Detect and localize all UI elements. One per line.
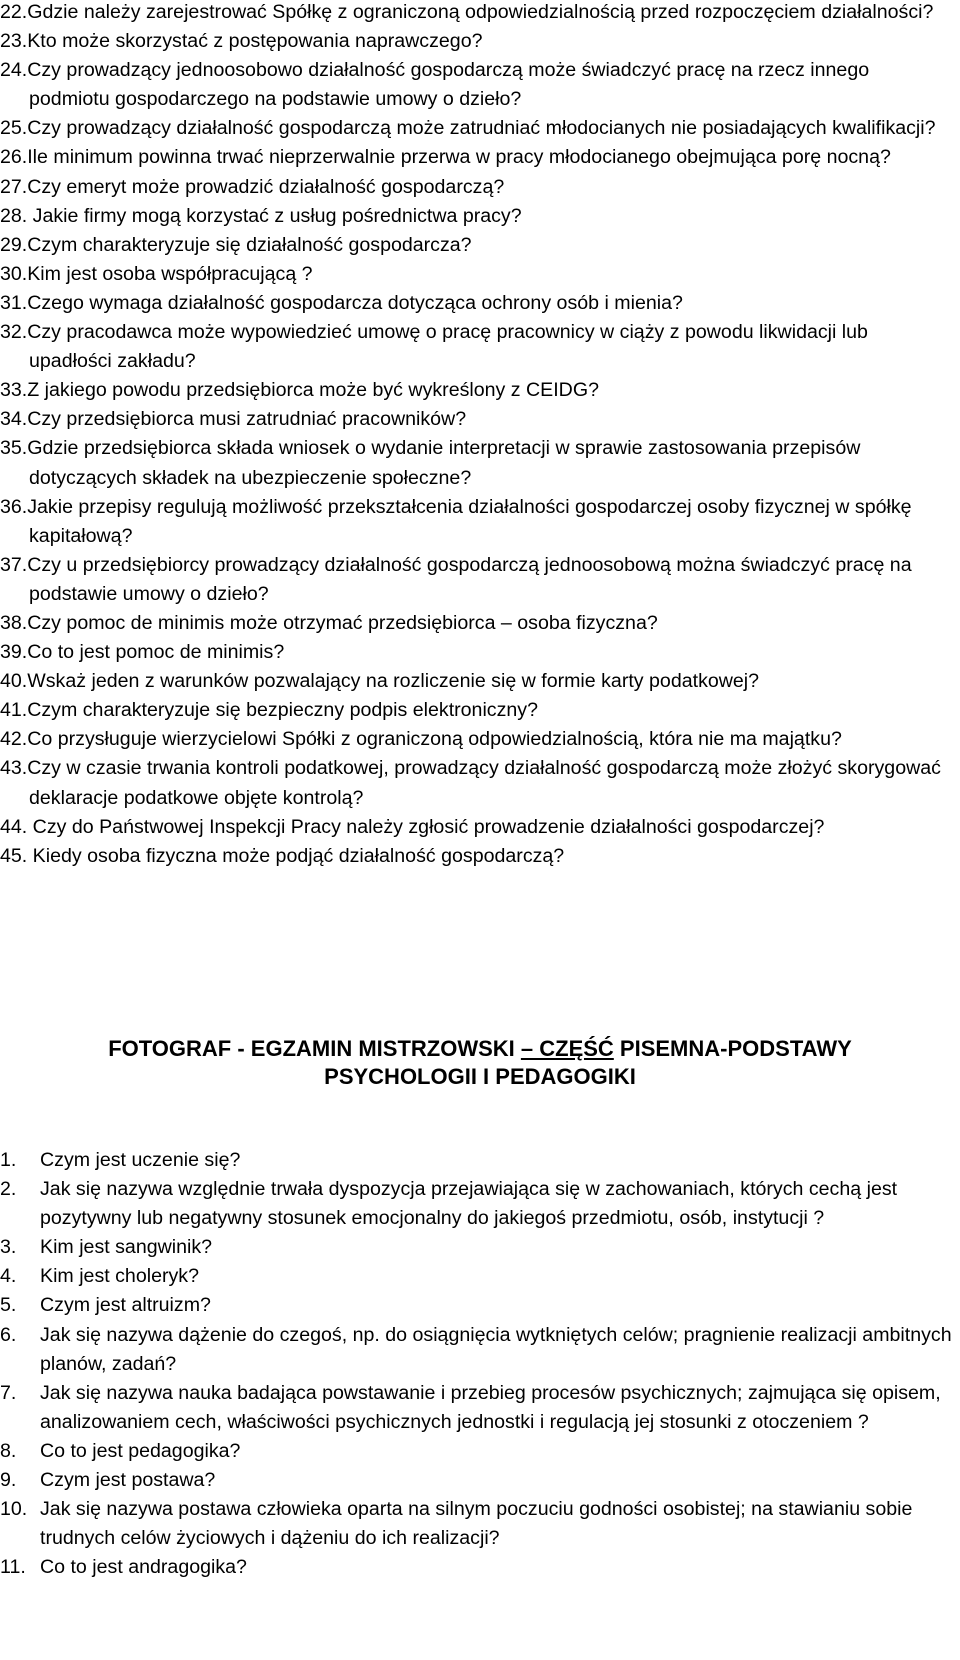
item-number: 9.	[0, 1469, 17, 1492]
item-number: 2.	[0, 1178, 17, 1201]
item-number: 8.	[0, 1439, 17, 1462]
item-number: 5.	[0, 1294, 17, 1317]
list-item	[0, 1233, 955, 1262]
list-item	[0, 1379, 955, 1437]
item-number: 10.	[0, 1498, 28, 1521]
list-item: 27.Czy emeryt może prowadzić działalność gospodarczą?	[0, 175, 505, 198]
item-number: 1.	[0, 1149, 17, 1171]
list-item: 32.Czy pracodawca może wypowiedzieć umowę o pracę pracownicy w ciąży z powodu likwidacji lub upadłości zakładu?	[0, 321, 868, 373]
list-item	[0, 1495, 955, 1553]
list-item	[0, 1321, 955, 1379]
list-item: 38.Czy pomoc de minimis może otrzymać przedsiębiorca – osoba fizyczna?	[0, 611, 658, 634]
list-item: 34.Czy przedsiębiorca musi zatrudniać pracowników?	[0, 408, 467, 431]
list-item: 24.Czy prowadzący jednoosobowo działalność gospodarczą może świadczyć pracę na rzecz innego podmiotu gospodarczego na podstawie umowy o dzieło?	[0, 59, 870, 111]
item-text: Co to jest andragogika?	[40, 1556, 247, 1579]
item-text: Jak się nazywa nauka badająca powstawanie i przebieg procesów psychicznych; zajmująca się opisem, analizowaniem cech, właściwości psychicznych jednostki i regulacją jej stosunki z otoczeniem ?	[40, 1381, 941, 1433]
list-item	[0, 1553, 955, 1582]
list-item: 25.Czy prowadzący działalność gospodarczą może zatrudniać młodocianych nie posiadających kwalifikacji?	[0, 117, 936, 140]
item-text: Jak się nazywa względnie trwała dyspozycja przejawiająca się w zachowaniach, których cechą jest pozytywny lub negatywny stosunek emocjonalny do jakiegoś przedmiotu, osób, instytucji ?	[40, 1178, 898, 1230]
section-title-line-2: PSYCHOLOGII I PEDAGOGIKI	[324, 1064, 636, 1089]
list-item: 39.Co to jest pomoc de minimis?	[0, 641, 285, 664]
list-item	[0, 1291, 955, 1320]
psychology-questions-list	[0, 1146, 955, 1582]
list-item: 26.Ile minimum powinna trwać nieprzerwalnie przerwa w pracy młodocianego obejmująca porę nocną?	[0, 146, 891, 169]
list-item	[0, 1146, 955, 1175]
item-text: Kim jest choleryk?	[40, 1265, 199, 1288]
item-text: Czym jest altruizm?	[40, 1294, 211, 1317]
item-number: 4.	[0, 1265, 17, 1288]
list-item: 45. Kiedy osoba fizyczna może podjąć działalność gospodarczą?	[0, 844, 565, 867]
item-number: 6.	[0, 1323, 17, 1346]
list-item: 37.Czy u przedsiębiorcy prowadzący działalność gospodarczą jednoosobową można świadczyć pracę na podstawie umowy o dzieło?	[0, 553, 912, 605]
list-item: 40.Wskaż jeden z warunków pozwalający na rozliczenie się w formie karty podatkowej?	[0, 670, 760, 693]
item-number: 3.	[0, 1236, 17, 1259]
item-text: Jak się nazywa postawa człowieka oparta na silnym poczuciu godności osobistej; na stawianiu sobie trudnych celów życiowych i dążeniu do ich realizacji?	[40, 1498, 913, 1550]
list-item	[0, 1466, 955, 1495]
list-item: 28. Jakie firmy mogą korzystać z usług pośrednictwa pracy?	[0, 204, 522, 227]
item-number: 11.	[0, 1556, 26, 1579]
list-item: 33.Z jakiego powodu przedsiębiorca może być wykreślony z CEIDG?	[0, 379, 599, 402]
list-item: 30.Kim jest osoba współpracującą ?	[0, 262, 313, 285]
section-title	[0, 1035, 960, 1091]
list-item: 36.Jakie przepisy regulują możliwość przekształcenia działalności gospodarczej osoby fizycznej w spółkę kapitałową?	[0, 495, 912, 547]
list-item: 44. Czy do Państwowej Inspekcji Pracy należy zgłosić prowadzenie działalności gospodarczej?	[0, 815, 825, 838]
list-item: 23.Kto może skorzystać z postępowania naprawczego?	[0, 30, 483, 53]
list-item: 31.Czego wymaga działalność gospodarcza dotycząca ochrony osób i mienia?	[0, 291, 683, 314]
item-number: 7.	[0, 1381, 17, 1404]
item-text: Jak się nazywa dążenie do czegoś, np. do osiągnięcia wytkniętych celów; pragnienie realizacji ambitnych planów, zadań?	[40, 1323, 952, 1375]
list-item: 22.Gdzie należy zarejestrować Spółkę z ograniczoną odpowiedzialnością przed rozpoczęciem działalności?	[0, 1, 934, 23]
item-text: Co to jest pedagogika?	[40, 1439, 241, 1462]
list-item: 35.Gdzie przedsiębiorca składa wniosek o wydanie interpretacji w sprawie zastosowania przepisów dotyczących składek na ubezpieczenie społeczne?	[0, 437, 861, 489]
item-text: Kim jest sangwinik?	[40, 1236, 213, 1259]
item-text: Czym jest uczenie się?	[40, 1149, 241, 1171]
list-item: 42.Co przysługuje wierzycielowi Spółki z ograniczoną odpowiedzialnością, która nie ma majątku?	[0, 728, 842, 751]
section-title-line-1: FOTOGRAF - EGZAMIN MISTRZOWSKI – CZĘŚĆ PISEMNA-PODSTAWY	[108, 1036, 852, 1061]
list-item	[0, 1262, 955, 1291]
list-item	[0, 1175, 955, 1233]
list-item: 43.Czy w czasie trwania kontroli podatkowej, prowadzący działalność gospodarczą może złożyć skorygować deklaracje podatkowe objęte kontrolą?	[0, 757, 941, 809]
list-item: 29.Czym charakteryzuje się działalność gospodarcza?	[0, 233, 472, 256]
item-text: Czym jest postawa?	[40, 1469, 216, 1492]
list-item: 41.Czym charakteryzuje się bezpieczny podpis elektroniczny?	[0, 699, 538, 722]
list-item	[0, 1437, 955, 1466]
section-title-underlined: – CZĘŚĆ	[520, 1036, 614, 1061]
